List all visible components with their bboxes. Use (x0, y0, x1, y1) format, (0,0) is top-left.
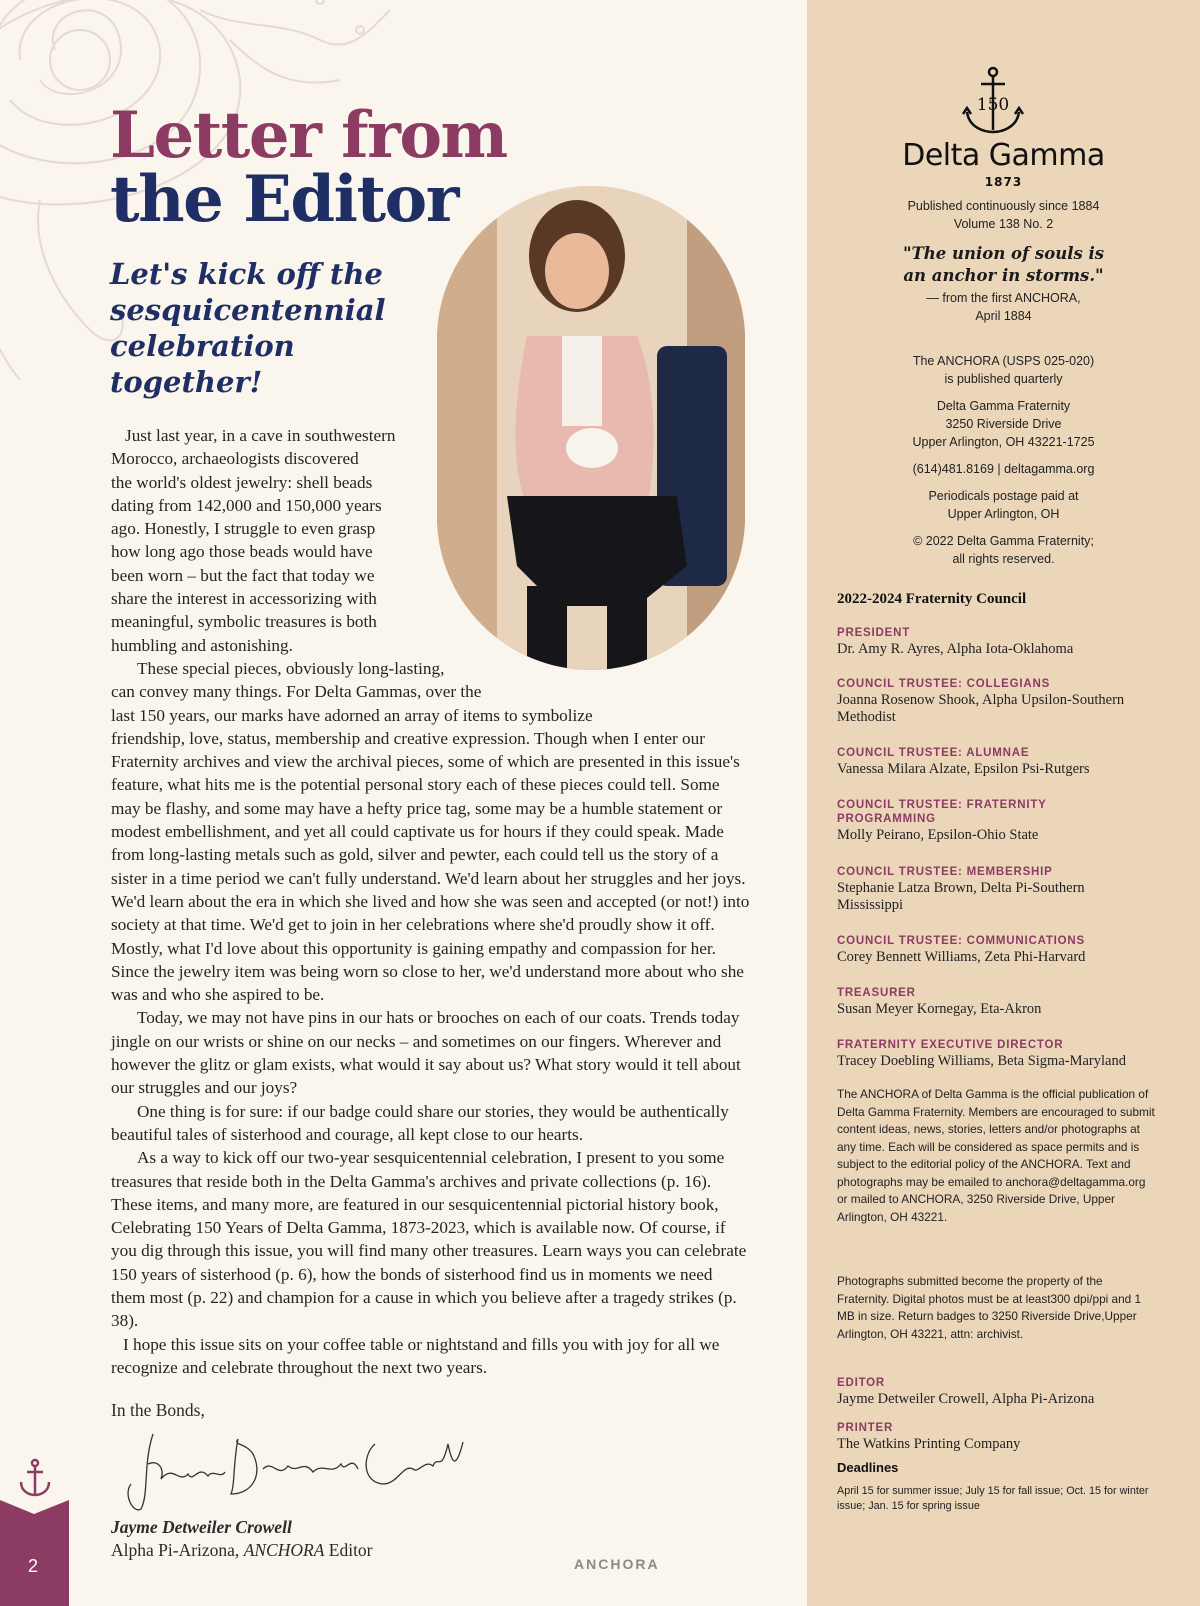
contact-line: (614)481.8169 | deltagamma.org (912, 462, 1095, 476)
council-member (837, 934, 1177, 966)
printer-name: The Watkins Printing Company (837, 1436, 1021, 1452)
council-heading: 2022-2024 Fraternity Council (837, 591, 1027, 607)
body-line: meaningful, symbolic treasures is both (111, 612, 377, 632)
title-line-2: the Editor (110, 162, 458, 237)
printer-credit (837, 1421, 1177, 1453)
body-line: can convey many things. For Delta Gammas, over the (111, 682, 482, 702)
anchor-icon (18, 1458, 52, 1498)
member-name: Dr. Amy R. Ayres, Alpha Iota-Oklahoma (837, 641, 1074, 657)
council-member (837, 986, 1177, 1018)
member-name: Vanessa Milara Alzate, Epsilon Psi-Rutgers (837, 761, 1090, 777)
role-label: PRINTER (837, 1422, 894, 1434)
council-member (837, 677, 1177, 726)
anchora-quote: "The union of souls is an anchor in storms." (902, 244, 1105, 285)
body-line: share the interest in accessorizing with (111, 589, 377, 609)
copyright-line: all rights reserved. (952, 552, 1055, 566)
published-since: Published continuously since 1884 (907, 199, 1100, 213)
address-line: Upper Arlington, OH 43221-1725 (912, 435, 1095, 449)
delta-gamma-150-anchor-logo (957, 66, 1029, 138)
tab-notch (0, 1500, 69, 1520)
body-line: been worn – but the fact that today we (111, 565, 375, 585)
usps-info (807, 352, 1200, 388)
deadlines-heading: Deadlines (837, 1460, 899, 1475)
role-label: COUNCIL TRUSTEE: COLLEGIANS (837, 678, 1051, 690)
about-paragraph: The ANCHORA of Delta Gamma is the official publication of Delta Gamma Fraternity. Members are encouraged to submit content ideas, news, stories, letters and/or photographs at any time. Each will be considered as space permits and is subject to the editorial policy of the ANCHORA. Text and photographs may be emailed to anchora@deltagamma.org or mailed to ANCHORA, 3250 Riverside Drive, Upper Arlington, OH 43221. (837, 1087, 1155, 1224)
quote-source (807, 289, 1200, 325)
subtitle: Let's kick off the sesquicentennial celebration together! (110, 257, 386, 399)
publication-info (807, 197, 1200, 233)
postage-line: Upper Arlington, OH (947, 507, 1060, 521)
role-label: COUNCIL TRUSTEE: ALUMNAE (837, 747, 1030, 759)
publication-footer-label: ANCHORA (574, 1556, 660, 1572)
member-name: Susan Meyer Kornegay, Eta-Akron (837, 1001, 1042, 1017)
body-line: Just last year, in a cave in southwestern (125, 426, 396, 445)
signature-title-line (111, 1540, 373, 1561)
address-line: Delta Gamma Fraternity (936, 399, 1071, 413)
photos-paragraph: Photographs submitted become the property of the Fraternity. Digital photos must be at least300 dpi/ppi and 1 MB in size. Return badges to 3250 Riverside Drive,Upper Arlington, OH 43221, attn: archivist. (837, 1274, 1142, 1341)
usps-line: The ANCHORA (USPS 025-020) (912, 354, 1095, 368)
role-label: COUNCIL TRUSTEE: COMMUNICATIONS (837, 935, 1085, 947)
page-tab (0, 1500, 69, 1606)
editor-credit (837, 1376, 1177, 1408)
member-name: Stephanie Latza Brown, Delta Pi-Southern Mississippi (837, 880, 1085, 913)
member-name: Molly Peirano, Epsilon-Ohio State (837, 827, 1039, 843)
postage-line: Periodicals postage paid at (928, 489, 1079, 503)
council-member (837, 746, 1177, 778)
role-label: PRESIDENT (837, 627, 911, 639)
council-member (837, 626, 1177, 658)
paragraph-3: Today, we may not have pins in our hats or brooches on each of our coats. Trends today jingle on our wrists or shine on our necks – and sometimes on our fingers. Wherever and however the glitz or glam exists, what would it say about us? What story would it tell about our struggles and our joys? (111, 1008, 741, 1098)
paragraph-4: One thing is for sure: if our badge could share our stories, they would be authentically beautiful tales of sisterhood and courage, all kept close to our hearts. (111, 1101, 729, 1144)
member-name: Tracey Doebling Williams, Beta Sigma-Maryland (837, 1053, 1126, 1069)
page-title (110, 98, 507, 237)
paragraph-5: As a way to kick off our two-year sesquicentennial celebration, I present to you some treasures that reside both in the Delta Gamma's archives and private collections (p. 16). These items, and many more, are featured in our sesquicentennial pictorial history book, Celebrating 150 Years of Delta Gamma, 1873-2023, which is available now. Of course, if you dig through this issue, you will find many other treasures. Learn ways you can celebrate 150 years of sisterhood (p. 6), how the bonds of sisterhood find us in moments we need them most (p. 22) and champion for a cause in which you believe after a tragedy strikes (p. 38). (111, 1148, 747, 1331)
volume: Volume 138 No. 2 (953, 217, 1054, 231)
role-label: FRATERNITY EXECUTIVE DIRECTOR (837, 1039, 1064, 1051)
sign-off: In the Bonds, (111, 1400, 205, 1420)
title-line-1: Letter from (110, 98, 507, 173)
body-line: the world's oldest jewelry: shell beads (111, 472, 373, 492)
brand-name: Delta Gamma (902, 138, 1105, 173)
member-name: Corey Bennett Williams, Zeta Phi-Harvard (837, 949, 1086, 965)
deadlines-text: April 15 for summer issue; July 15 for fall issue; Oct. 15 for winter issue; Jan. 15 for spring issue (837, 1485, 1149, 1512)
body-line: ago. Honestly, I struggle to even grasp (111, 519, 376, 539)
postage-info (807, 487, 1200, 523)
role-label: COUNCIL TRUSTEE: MEMBERSHIP (837, 866, 1053, 878)
handwritten-signature (113, 1424, 473, 1514)
editor-name: Jayme Detweiler Crowell, Alpha Pi-Arizona (837, 1391, 1095, 1407)
page-number: 2 (28, 1556, 39, 1576)
logo-number: 150 (976, 95, 1010, 115)
address-line: 3250 Riverside Drive (945, 417, 1062, 431)
body-line: Morocco, archaeologists discovered (111, 449, 359, 469)
body-text: friendship, love, status, membership and creative expression. Though when I enter our Fraternity archives and view the archival pieces, some of which are presented in this issue's feature, what hits me is the potential personal story each of these pieces could tell. Some may be flashy, and some may have a hefty price tag, some may be a humble statement or modest embellishment, and yet all could captivate us for hours if they could speak. Made from long-lasting metals such as gold, silver and pewter, each could tell us the story of a sister in a time period we can't fully understand. We'd learn about her struggles and her joys. We'd learn about the era in which she lived and how she was seen and accepted (or not!) into society at that time. We'd get to join in her celebrations where she'd proudly show it off. Mostly, what I'd love about this opportunity is gaining empathy and compassion for her. Since the jewelry item was being worn so close to her, we'd understand more about who she was and who she aspired to be. (111, 728, 750, 1005)
body-line: dating from 142,000 and 150,000 years (111, 495, 382, 515)
quote-source-line: — from the first ANCHORA, (926, 291, 1081, 305)
council-member (837, 865, 1137, 914)
quarterly-line: is published quarterly (944, 372, 1063, 386)
role-label: TREASURER (837, 987, 916, 999)
publication-name: ANCHORA (243, 1540, 325, 1560)
fraternity-address (807, 397, 1200, 451)
signature-title-prefix: Alpha Pi-Arizona, (111, 1540, 244, 1560)
copyright-info (807, 532, 1200, 568)
signature-title-suffix: Editor (324, 1540, 373, 1560)
body-line: last 150 years, our marks have adorned an array of items to symbolize (111, 705, 593, 725)
member-name: Joanna Rosenow Shook, Alpha Upsilon-Southern Methodist (837, 692, 1125, 725)
paragraph-6: I hope this issue sits on your coffee table or nightstand and fills you with joy for all we recognize and celebrate throughout the next two years. (111, 1334, 720, 1377)
copyright-line: © 2022 Delta Gamma Fraternity; (913, 534, 1094, 548)
letter-body (111, 424, 751, 1379)
body-line: These special pieces, obviously long-lasting, (137, 658, 445, 678)
signature-name: Jayme Detweiler Crowell (111, 1517, 292, 1537)
council-member (837, 798, 1097, 844)
council-member (837, 1038, 1177, 1070)
quote-date: April 1884 (975, 309, 1032, 323)
brand-year: 1873 (984, 175, 1023, 189)
role-label: COUNCIL TRUSTEE: FRATERNITY PROGRAMMING (837, 799, 1047, 825)
role-label: EDITOR (837, 1377, 886, 1389)
body-line: humbling and astonishing. (111, 635, 293, 655)
paragraph-1 (111, 424, 403, 657)
paragraph-2 (111, 657, 751, 1006)
body-line: how long ago those beads would have (111, 542, 373, 562)
